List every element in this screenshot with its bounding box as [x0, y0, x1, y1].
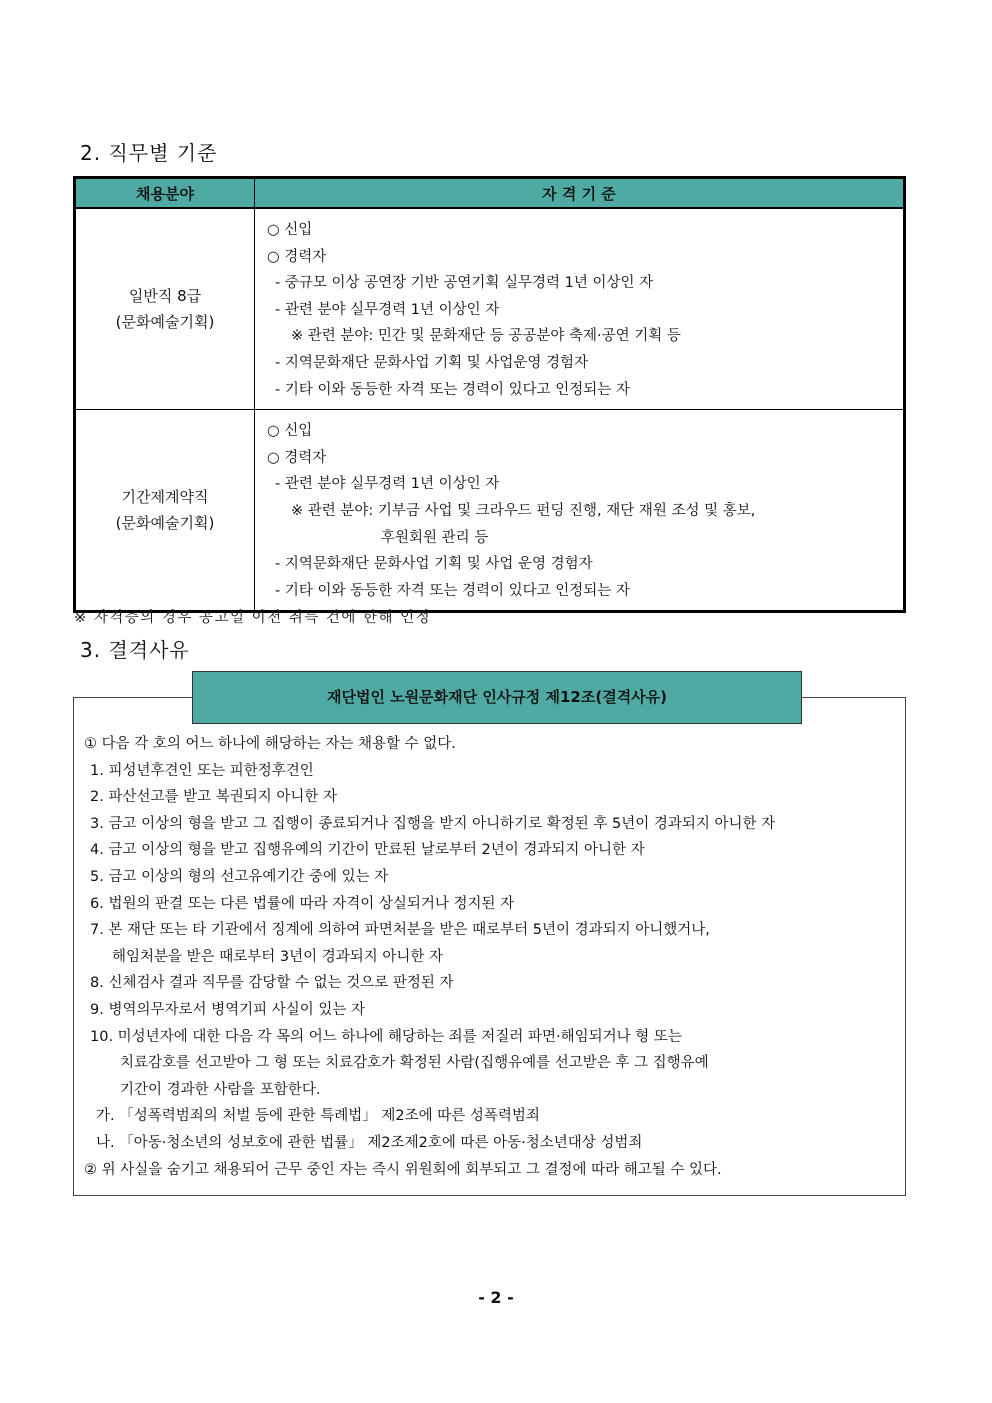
criteria-cell [255, 410, 905, 612]
criteria-line: ○ 경력자 [267, 248, 327, 265]
page-number: - 2 - [478, 1288, 514, 1307]
criteria-line: - 관련 분야 실무경력 1년 이상인 자 [275, 476, 500, 493]
criteria-line: - 지역문화재단 문화사업 기획 및 사업 운영 경험자 [275, 556, 593, 573]
criteria-line: - 중규모 이상 공연장 기반 공연기획 실무경력 1년 이상인 자 [275, 275, 654, 292]
disqualification-intro: ① 다음 각 호의 어느 하나에 해당하는 자는 채용할 수 없다. [84, 736, 456, 752]
field-cell [75, 208, 255, 410]
header-criteria: 자 격 기 준 [255, 178, 905, 209]
criteria-line: - 기타 이와 동등한 자격 또는 경력이 있다고 인정되는 자 [275, 582, 630, 599]
disqualification-closing: ② 위 사실을 숨기고 채용되어 근무 중인 자는 즉시 위원회에 회부되고 그 결정에 따라 해고될 수 있다. [84, 1161, 722, 1178]
disqualification-box-title: 재단법인 노원문화재단 인사규정 제12조(결격사유) [192, 671, 802, 724]
sub-list-item: 나. 「아동·청소년의 성보호에 관한 법률」 제2조제2호에 따른 아동·청소년대상 성범죄 [96, 1134, 643, 1151]
sub-list-item: 가. 「성폭력범죄의 처벌 등에 관한 특례법」 제2조에 따른 성폭력범죄 [96, 1108, 540, 1125]
list-item: 4. 금고 이상의 형을 받고 집행유예의 기간이 만료된 날로부터 2년이 경과되지 아니한 자 [90, 842, 645, 859]
criteria-line: - 기타 이와 동등한 자격 또는 경력이 있다고 인정되는 자 [275, 381, 630, 398]
section-title-criteria: 2. 직무별 기준 [80, 141, 218, 165]
field-category: (문화예술기획) [115, 514, 215, 533]
field-name: 일반직 8급 [128, 287, 202, 306]
list-item: 6. 법원의 판결 또는 다른 법률에 따라 자격이 상실되거나 정지된 자 [90, 895, 515, 912]
list-item: 8. 신체검사 결과 직무를 감당할 수 없는 것으로 판정된 자 [90, 975, 454, 992]
list-item: 7. 본 재단 또는 타 기관에서 징계에 의하여 파면처분을 받은 때로부터 5년이 경과되지 아니했거나, [90, 922, 710, 939]
list-item: 9. 병역의무자로서 병역기피 사실이 있는 자 [90, 1001, 365, 1018]
criteria-cell [255, 208, 905, 410]
criteria-note: ※ 관련 분야: 기부금 사업 및 크라우드 펀딩 진행, 재단 재원 조성 및 홍보, [291, 502, 756, 519]
list-item: 3. 금고 이상의 형을 받고 그 집행이 종료되거나 집행을 받지 아니하기로 확정된 후 5년이 경과되지 아니한 자 [90, 815, 776, 832]
criteria-line: ○ 경력자 [267, 449, 327, 466]
disqualification-body [84, 731, 899, 1183]
list-item: 10. 미성년자에 대한 다음 각 목의 어느 하나에 해당하는 죄를 저질러 파면·해임되거나 형 또는 [90, 1028, 682, 1045]
list-item: 1. 피성년후견인 또는 피한정후견인 [90, 762, 314, 779]
criteria-line: - 지역문화재단 문화사업 기획 및 사업운영 경험자 [275, 354, 589, 371]
section-title-disqualification: 3. 결격사유 [80, 638, 190, 662]
field-cell [75, 410, 255, 612]
table-row [75, 410, 905, 612]
list-item: 2. 파산선고를 받고 복권되지 아니한 자 [90, 789, 337, 806]
header-field: 채용분야 [75, 178, 255, 209]
list-item-continued: 해임처분을 받은 때로부터 3년이 경과되지 아니한 자 [112, 948, 444, 965]
list-item-continued: 치료감호를 선고받아 그 형 또는 치료감호가 확정된 사람(집행유예를 선고받은 후 그 집행유예 [120, 1055, 709, 1072]
criteria-line: ○ 신입 [267, 222, 313, 238]
field-category: (문화예술기획) [115, 313, 215, 332]
criteria-table [73, 176, 906, 613]
criteria-table-header-row [75, 178, 905, 209]
criteria-line: ○ 신입 [267, 423, 313, 440]
list-item-continued: 기간이 경과한 사람을 포함한다. [120, 1081, 321, 1098]
certificate-footnote: ※ 자격증의 경우 공고일 이전 취득 건에 한해 인정 [74, 610, 432, 626]
criteria-note-continued: 후원회원 관리 등 [381, 529, 489, 546]
field-name: 기간제계약직 [121, 488, 209, 507]
criteria-line: - 관련 분야 실무경력 1년 이상인 자 [275, 301, 500, 318]
criteria-note: ※ 관련 분야: 민간 및 문화재단 등 공공분야 축제·공연 기획 등 [291, 328, 681, 345]
table-row [75, 208, 905, 410]
list-item: 5. 금고 이상의 형의 선고유예기간 중에 있는 자 [90, 868, 389, 885]
